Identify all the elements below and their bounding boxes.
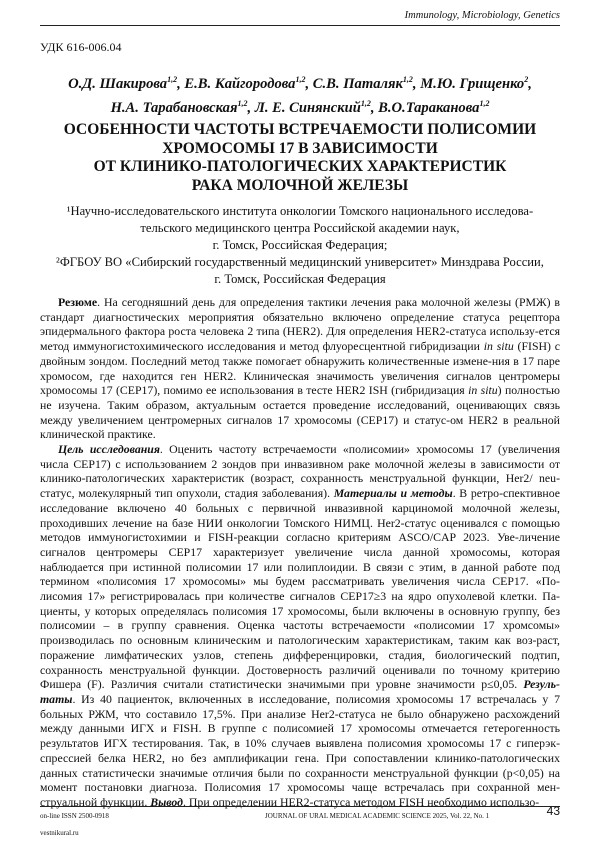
author-list <box>30 70 570 118</box>
abstract-text: . Из 40 пациенток, включенных в исследование, полисомия хромосомы 17 встречалась у 7 больных РЖМ, что составило 17,5%. При анализе Her2-статуса не было обнаружено расхождений между данными ИГХ и FISH. В группе с полисомией 17 хромосомы отмечается гетерогенность результатов ИГХ тестирования. Так, в 10% случаев выявлена полисомия хромосомы 17 с гиперэк-спрессией белка HER2, но без амплификации гена. При сопоставлении клинико-патологических данных статистически значимые отличия были по сохранности менструальной функции (p<0,05) на момент постановки диагноза. Полисомия 17 хромосомы чаще встречалась при сохранной мен-струальной функции. <box>40 692 560 809</box>
abstract-text: . Оценить частоту встречаемости «полисомии» хромосомы 17 (увеличения числа CEP17) с использованием 2 зондов при инвазивном раке молочной железы в зависимости от клинико-патологических характеристик (возраст, сохранность менструальной функции, Her2/ neu-статус, молекулярный тип опухоли, стадия заболевания). <box>40 442 560 500</box>
affiliation-line: тельского медицинского центра Российской академии наук, <box>40 220 560 237</box>
author-name: Н.А. Тарабановская <box>111 100 238 116</box>
udk-code: УДК 616-006.04 <box>40 40 121 55</box>
section-label: Резуль-таты <box>40 677 560 706</box>
affiliation-line: ²ФГБОУ ВО «Сибирский государственный медицинский университет» Минздрава России, <box>40 254 560 271</box>
author-name: В.О.Тараканова <box>378 100 479 116</box>
article-title <box>30 121 570 195</box>
affiliation <box>40 203 560 254</box>
abstract-text: in situ <box>484 339 514 353</box>
author-separator: , <box>528 76 532 92</box>
title-line: ОТ КЛИНИКО-ПАТОЛОГИЧЕСКИХ ХАРАКТЕРИСТИК <box>30 158 570 177</box>
author-name: С.В. Паталяк <box>313 76 403 92</box>
author-affiliation-mark: 1,2 <box>403 75 413 84</box>
author-name: Л. Е. Синянский <box>255 100 361 116</box>
author-separator: , <box>248 100 255 116</box>
affiliation-line: ¹Научно-исследовательского института онкологии Томского национального исследова- <box>40 203 560 220</box>
author-name: М.Ю. Грищенко <box>420 76 524 92</box>
affiliation <box>40 254 560 288</box>
abstract-text: (FISH) с двойным зондом. Последний метод также помогает обнаружить количественные измене-ния в 17 паре хромосом, где находится ген HER2. Клиническая значимость увеличения сигналов центромеры хромосомы 17 (CEP17), помимо ее использования в тесте HER2 ISH (гибридизация <box>40 339 560 397</box>
author-affiliation-mark: 1,2 <box>361 99 371 108</box>
author-separator: , <box>305 76 312 92</box>
page-number: 43 <box>547 804 560 818</box>
abstract-text: . При определении HER2-статуса методом FISH необходимо использо- <box>183 795 539 809</box>
section-label: Цель исследования <box>58 442 160 456</box>
abstract-text: in situ <box>468 383 498 397</box>
section-label: Материалы и методы <box>334 486 453 500</box>
author-separator: , <box>413 76 420 92</box>
affiliation-line: г. Томск, Российская Федерация <box>40 271 560 288</box>
title-line: ХРОМОСОМЫ 17 В ЗАВИСИМОСТИ <box>30 140 570 159</box>
author-name: О.Д. Шакирова <box>68 76 167 92</box>
section-label: Вывод <box>150 795 183 809</box>
running-header: Immunology, Microbiology, Genetics <box>40 10 560 21</box>
footer-site[interactable]: vestnikural.ru <box>40 829 79 837</box>
author-affiliation-mark: 2 <box>524 75 528 84</box>
abstract-paragraph <box>40 295 560 442</box>
abstract <box>40 295 560 810</box>
author-affiliation-mark: 1,2 <box>295 75 305 84</box>
footer-issn: on-line ISSN 2500-0918 <box>40 812 109 820</box>
author-affiliation-mark: 1,2 <box>167 75 177 84</box>
affiliation-line: г. Томск, Российская Федерация; <box>40 237 560 254</box>
footer-journal: JOURNAL OF URAL MEDICAL ACADEMIC SCIENCE 2025, Vol. 22, No. 1 <box>265 812 489 820</box>
abstract-text: ) полностью не изучена. Таким образом, актуальным остается проведение исследований, оценивающих связь между увеличением центромерных сигналов 17 хромосомы (CEP17) и статус-ом HER2 в реальной клинической практике. <box>40 383 560 441</box>
title-line: ОСОБЕННОСТИ ЧАСТОТЫ ВСТРЕЧАЕМОСТИ ПОЛИСОМИИ <box>30 121 570 140</box>
abstract-text: . На сегодняшний день для определения тактики лечения рака молочной железы (РМЖ) в стандарт диагностических мероприятия обязательно включено определение статуса рецептора эпидермального фактора роста человека 2 типа (HER2). Для определения HER2-статуса использу-ется метод иммуногистохимического исследования и метод флуоресцентной гибридизации <box>40 295 560 353</box>
title-line: РАКА МОЛОЧНОЙ ЖЕЛЕЗЫ <box>30 177 570 196</box>
footer-rule <box>40 806 560 807</box>
abstract-paragraph <box>40 442 560 810</box>
author-affiliation-mark: 1,2 <box>238 99 248 108</box>
affiliations <box>40 203 560 288</box>
author-affiliation-mark: 1,2 <box>479 99 489 108</box>
author-separator: , <box>371 100 378 116</box>
author-separator: , <box>177 76 184 92</box>
header-rule <box>40 25 560 26</box>
abstract-text: . В ретро-спективное исследование включено 40 больных с первичной инвазивной карциномой молочной железы, проходивших лечение на базе НИИ онкологии Томского НИМЦ. Her2-статус оценивался с помощью методов иммуногистохимии и FISH-реакции согласно критериям ASCO/CAP 2023. Уве-личение сигналов центромеры CEP17 характеризует увеличение числа данной хромосомы, которая наблюдается при истинной полисомии 17 или полиплоидии. В связи с этим, в данной работе под термином «полисомия 17 хромосомы» мы будем рассматривать увеличения числа CEP17. «По-лисомия 17» регистрировалась при количестве сигналов CEP17≥3 на ядро опухолевой клетки. Па-циенты, у которых определялась полисомия 17 хромосомы, были включены в основную группу, без полисомии – в группу сравнения. Оценка частоты встречаемости «полисомии 17 хромсомы» производилась по основным клиническим и патологическим характеристикам, таким как воз-раст, поражение лимфатических узлов, степень дифференцировки, стадия, биологический подтип, сохранность менструальной функции. Достоверность различий оценивали по точному критерию Фишера (F). Различия считали статистически значимыми при уровне значимости p≤0,05. <box>40 486 560 691</box>
section-label: Резюме <box>58 295 97 309</box>
author-name: Е.В. Кайгородова <box>184 76 295 92</box>
